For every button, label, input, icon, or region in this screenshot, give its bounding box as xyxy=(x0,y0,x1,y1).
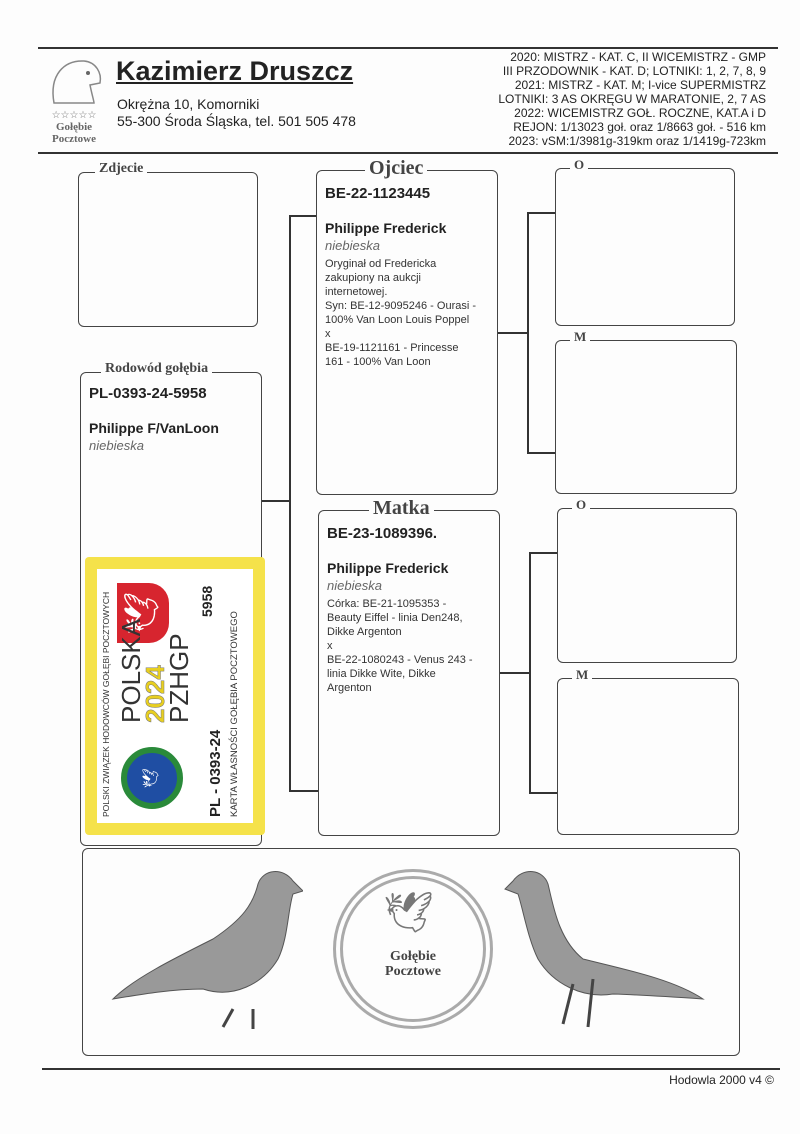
sire-label: Ojciec xyxy=(365,157,427,180)
sire-color: niebieska xyxy=(325,238,380,253)
connector xyxy=(500,672,530,674)
card-title: KARTA WŁASNOŚCI GOŁĘBIA POCZTOWEGO xyxy=(229,611,240,817)
breeder-name: Kazimierz Druszcz xyxy=(116,56,354,86)
grandparent-label: M xyxy=(570,329,590,345)
achievement-line: LOTNIKI: 3 AS OKRĘGU W MARATONIE, 2, 7 AS xyxy=(498,92,766,106)
dam-name: Philippe Frederick xyxy=(327,560,449,576)
connector xyxy=(262,500,290,502)
pigeon-label: Rodowód gołębia xyxy=(101,361,212,377)
granddam-paternal-box xyxy=(555,329,737,494)
dam-label: Matka xyxy=(369,497,434,520)
connector xyxy=(529,792,557,794)
sire-box xyxy=(316,157,498,495)
dove-icon: 🕊 xyxy=(383,891,434,935)
pigeon-ring: PL-0393-24-5958 xyxy=(89,385,207,402)
card-pzhgp: PZHGP xyxy=(164,633,194,723)
dam-color: niebieska xyxy=(327,578,382,593)
connector xyxy=(527,452,555,454)
logo xyxy=(40,55,108,147)
connector xyxy=(289,215,317,217)
connector xyxy=(527,212,555,214)
pigeon-name: Philippe F/VanLoon xyxy=(89,420,219,436)
photo-box xyxy=(78,161,258,327)
grandparent-label: M xyxy=(572,667,592,683)
card-polska: POLSKA xyxy=(116,618,146,723)
pzhgp-logo-icon: 🕊 xyxy=(121,747,183,809)
grandsire-maternal-box xyxy=(557,497,737,663)
stars-icon: ☆☆☆☆☆ xyxy=(51,110,97,121)
address-line-1: Okrężna 10, Komorniki xyxy=(117,96,260,112)
achievements xyxy=(498,50,766,148)
achievement-line: 2021: MISTRZ - KAT. M; I-vice SUPERMISTRZ xyxy=(514,78,766,92)
emblem-text: Gołębie Pocztowe xyxy=(385,949,441,979)
pigeon-color: niebieska xyxy=(89,438,144,453)
achievement-line: 2020: MISTRZ - KAT. C, II WICEMISTRZ - GMP xyxy=(510,50,766,64)
golebie-pocztowe-emblem xyxy=(323,869,503,1039)
dam-notes: Córka: BE-21-1095353 - Beauty Eiffel - linia Den248, Dikke Argenton x BE-22-1080243 - Venus 243 - linia Dikke Wite, Dikke Argenton xyxy=(327,598,473,694)
achievement-line: 2022: WICEMISTRZ GOŁ. ROCZNE, KAT.A i D xyxy=(514,106,766,120)
header-top-rule xyxy=(38,47,778,49)
pigeon-illustration-panel xyxy=(82,848,740,1056)
ownership-card xyxy=(85,557,265,835)
achievement-line: 2023: vSM:1/3981g-319km oraz 1/1419g-723km xyxy=(508,134,766,148)
connector xyxy=(289,790,319,792)
sire-ring: BE-22-1123445 xyxy=(325,185,431,202)
sire-name: Philippe Frederick xyxy=(325,220,447,236)
header-bottom-rule xyxy=(38,152,778,154)
grandparent-label: O xyxy=(572,497,590,513)
achievement-line: REJON: 1/13023 goł. oraz 1/8663 goł. - 516 km xyxy=(513,120,766,134)
photo-label: Zdjecie xyxy=(95,161,147,177)
card-number: 5958 xyxy=(199,585,215,617)
pigeon-left-icon xyxy=(103,859,303,1039)
pigeon-right-icon xyxy=(503,859,713,1039)
dam-box xyxy=(318,497,500,836)
footer-text: Hodowla 2000 v4 © xyxy=(669,1073,774,1087)
connector xyxy=(498,332,528,334)
card-ring: PL - 0393-24 xyxy=(207,729,224,817)
connector xyxy=(289,215,291,791)
logo-text: Gołębie Pocztowe xyxy=(52,121,96,145)
footer-rule xyxy=(42,1068,780,1070)
granddam-maternal-box xyxy=(557,667,739,835)
address-line-2: 55-300 Środa Śląska, tel. 501 505 478 xyxy=(117,113,356,129)
card-org: POLSKI ZWIĄZEK HODOWCÓW GOŁĘBI POCZTOWYCH xyxy=(101,591,111,817)
poland-emblem-icon: 🕊 xyxy=(117,583,169,643)
card-year: 2024 xyxy=(140,665,170,723)
grandsire-paternal-box xyxy=(555,157,735,326)
connector xyxy=(529,552,557,554)
achievement-line: III PRZODOWNIK - KAT. D; LOTNIKI: 1, 2, 7, 8, 9 xyxy=(502,64,766,78)
sire-notes: Oryginał od Fredericka zakupiony na aukcji internetowej. Syn: BE-12-9095246 - Ourasi - 100% Van Loon Louis Poppel x BE-19-1121161 - Princesse 161 - 100% Van Loon xyxy=(325,258,477,368)
dam-ring: BE-23-1089396. xyxy=(327,525,438,542)
pigeon-head-icon xyxy=(44,55,104,105)
grandparent-label: O xyxy=(570,157,588,173)
